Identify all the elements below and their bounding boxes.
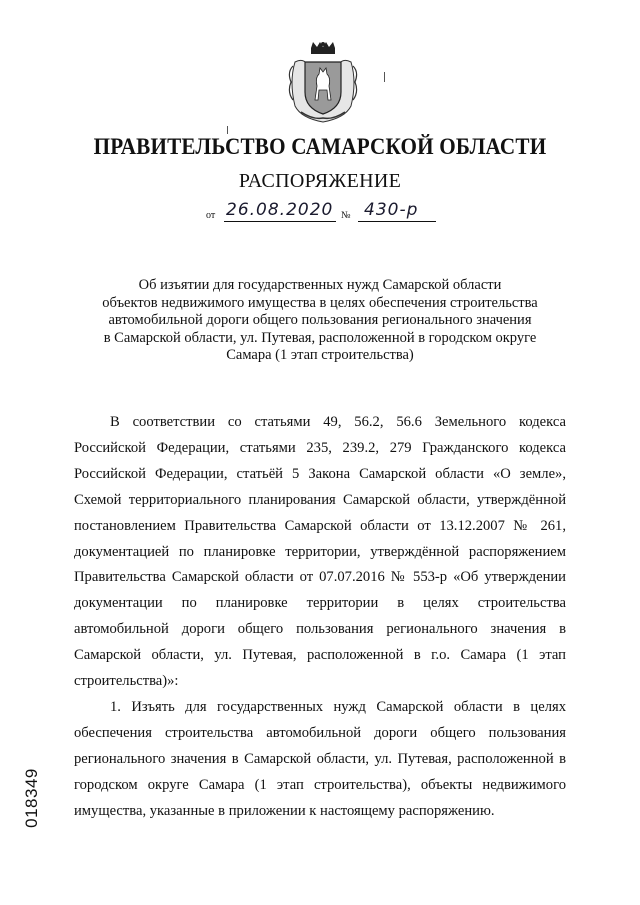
- coat-of-arms-icon: [287, 42, 359, 124]
- date-number-line: [206, 200, 446, 226]
- scan-mark: [227, 126, 228, 134]
- organization-title: ПРАВИТЕЛЬСТВО САМАРСКОЙ ОБЛАСТИ: [93, 134, 547, 159]
- subject-line: объектов недвижимого имущества в целях обеспечения строительства: [102, 294, 538, 311]
- document-type: РАСПОРЯЖЕНИЕ: [238, 170, 402, 192]
- document-body: [74, 410, 566, 825]
- document-subject: [80, 277, 560, 365]
- preamble-paragraph: В соответствии со статьями 49, 56.2, 56.6 Земельного кодекса Российской Федерации, статьями 235, 239.2, 279 Гражданского кодекса Российской Федерации, статьёй 5 Закона Самарской области «О земле», Схемой территориального планирования Самарской области, утверждённой постановлением Правительства Самарской области от 13.12.2007 № 261, документацией по планировке территории, утверждённой распоряжением Правительства Самарской области от 07.07.2016 № 553-р «Об утверждении документации по планировке территории в целях строительства автомобильной дороги общего пользования регионального значения в Самарской области, ул. Путевая, расположенной в г.о. Самара (1 этап строительства)»:: [74, 414, 566, 690]
- side-stamp-number: 018349: [22, 768, 41, 828]
- date-prefix: от: [206, 210, 216, 221]
- subject-line: Об изъятии для государственных нужд Самарской области: [138, 277, 502, 293]
- side-stamp: [14, 768, 50, 828]
- scan-mark: [384, 72, 385, 82]
- subject-line: в Самарской области, ул. Путевая, расположенной в городском округе: [103, 329, 537, 346]
- number-prefix: №: [341, 210, 351, 221]
- number-underline: [358, 221, 436, 222]
- date-value: 26.08.2020: [226, 200, 334, 220]
- number-value: 430-р: [364, 200, 419, 220]
- subject-line: автомобильной дороги общего пользования регионального значения: [108, 312, 532, 328]
- subject-line: Самара (1 этап строительства): [226, 347, 414, 363]
- date-underline: [224, 221, 336, 222]
- item-1-paragraph: 1. Изъять для государственных нужд Самарской области в целях обеспечения строительства автомобильной дороги общего пользования регионального значения в Самарской области, ул. Путевая, расположенной в городском округе Самара (1 этап строительства), объекты недвижимого имущества, указанные в приложении к настоящему распоряжению.: [74, 698, 566, 819]
